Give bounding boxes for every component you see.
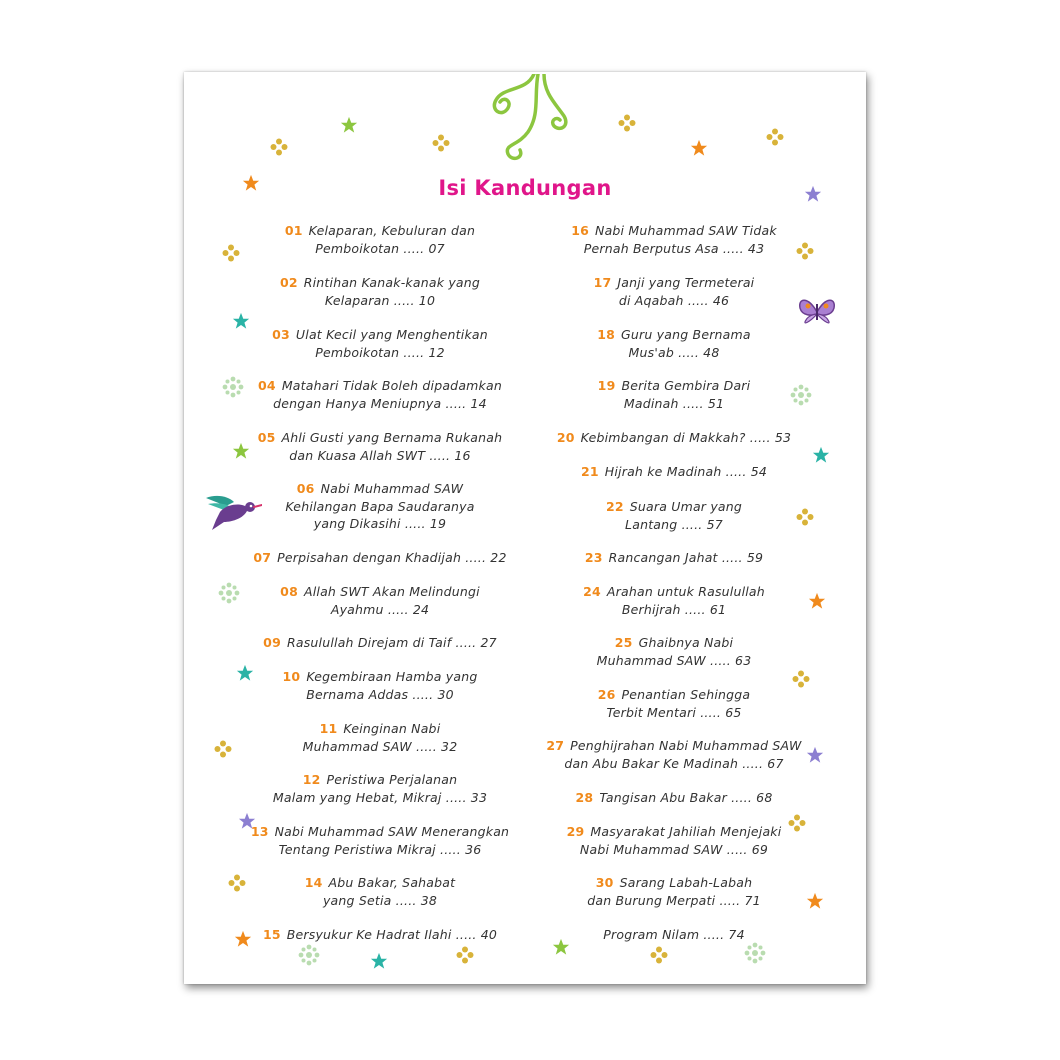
entry-number: 14 [304, 875, 323, 890]
entry-title: Suara Umar yang [629, 499, 743, 514]
entry-number: 27 [546, 738, 565, 753]
entry-number: 16 [571, 223, 590, 238]
entry-title: Rasulullah Direjam di Taif ..... 27 [286, 635, 497, 650]
contents-entry [524, 737, 824, 772]
contents-page [184, 72, 866, 984]
entry-title: Guru yang Bernama [621, 327, 751, 342]
contents-entry [524, 686, 824, 721]
flower-icon [650, 946, 668, 964]
star-icon [804, 185, 822, 203]
entry-title: Nabi Muhammad SAW [320, 481, 464, 496]
star-icon [340, 116, 358, 134]
contents-entry [524, 377, 824, 412]
flower-icon [432, 134, 450, 152]
flower-icon [218, 582, 240, 604]
entry-number: 19 [597, 378, 616, 393]
entry-title-cont: Kelaparan ..... 10 [324, 292, 436, 308]
contents-entry [230, 634, 530, 652]
entry-title-cont: dengan Hanya Meniupnya ..... 14 [273, 395, 487, 411]
star-icon [552, 938, 570, 956]
entry-number: 25 [614, 635, 633, 650]
contents-entry [230, 549, 530, 567]
flower-icon [796, 508, 814, 526]
entry-number: 17 [593, 275, 612, 290]
entry-title-cont: Muhammad SAW ..... 32 [302, 738, 458, 754]
entry-title-cont: Madinah ..... 51 [623, 395, 725, 411]
flower-icon [270, 138, 288, 156]
star-icon [238, 812, 256, 830]
contents-entry [230, 429, 530, 464]
entry-title: Kegembiraan Hamba yang [306, 669, 478, 684]
entry-title: Masyarakat Jahiliah Menjejaki [590, 824, 782, 839]
entry-title-cont: dan Abu Bakar Ke Madinah ..... 67 [564, 755, 784, 771]
entry-title: Peristiwa Perjalanan [326, 772, 458, 787]
entry-title-cont: dan Kuasa Allah SWT ..... 16 [289, 447, 471, 463]
entry-title: Nabi Muhammad SAW Menerangkan [274, 824, 510, 839]
entry-number: 07 [253, 550, 272, 565]
butterfly-icon [796, 294, 838, 332]
contents-entry [230, 874, 530, 909]
entry-number: 28 [575, 790, 594, 805]
entry-title-cont: Kehilangan Bapa Saudaranya [285, 498, 475, 514]
flower-icon [222, 244, 240, 262]
contents-entry [524, 789, 824, 807]
entry-title: Program Nilam ..... 74 [603, 927, 745, 942]
entry-title: Rintihan Kanak-kanak yang [303, 275, 481, 290]
entry-title: Kebimbangan di Makkah? ..... 53 [580, 430, 792, 445]
entry-title: Kelaparan, Kebuluran dan [308, 223, 476, 238]
contents-entry [524, 583, 824, 618]
entry-title: Tangisan Abu Bakar ..... 68 [599, 790, 773, 805]
entry-number: 15 [262, 927, 281, 942]
contents-entry [524, 274, 824, 309]
entry-number: 20 [556, 430, 575, 445]
entry-number: 06 [296, 481, 315, 496]
green-swirl-icon [474, 74, 584, 166]
contents-entry [230, 583, 530, 618]
entry-number: 02 [279, 275, 298, 290]
flower-icon [766, 128, 784, 146]
flower-icon [792, 670, 810, 688]
contents-entry [230, 222, 530, 257]
entry-number: 05 [257, 430, 276, 445]
entry-number: 21 [580, 464, 599, 479]
hummingbird-icon [202, 492, 262, 534]
flower-icon [298, 944, 320, 966]
contents-entry [230, 771, 530, 806]
star-icon [806, 746, 824, 764]
entry-title: Allah SWT Akan Melindungi [303, 584, 480, 599]
entry-title-cont: Nabi Muhammad SAW ..... 69 [579, 841, 769, 857]
entry-number: 29 [566, 824, 585, 839]
entry-title-cont: yang Dikasihi ..... 19 [313, 516, 447, 531]
entry-number: 22 [605, 499, 624, 514]
entry-number: 23 [584, 550, 603, 565]
entry-title: Arahan untuk Rasulullah [606, 584, 765, 599]
entry-number: 01 [284, 223, 303, 238]
entry-title: Penantian Sehingga [621, 687, 751, 702]
entry-title-cont: Mus'ab ..... 48 [628, 344, 720, 360]
entry-title-cont: Muhammad SAW ..... 63 [596, 652, 752, 668]
entry-title: Abu Bakar, Sahabat [328, 875, 456, 890]
flower-icon [744, 942, 766, 964]
entry-title-cont: Tentang Peristiwa Mikraj ..... 36 [278, 841, 482, 857]
entry-title: Perpisahan dengan Khadijah ..... 22 [277, 550, 507, 565]
entry-title-cont: Ayahmu ..... 24 [330, 601, 430, 617]
entry-title-cont: Berhijrah ..... 61 [621, 601, 727, 617]
star-icon [806, 892, 824, 910]
flower-icon [214, 740, 232, 758]
star-icon [232, 442, 250, 460]
entry-number: 04 [258, 378, 276, 393]
contents-entry [524, 222, 824, 257]
contents-entry [524, 634, 824, 669]
contents-entry [230, 480, 530, 533]
page-title: Isi Kandungan [438, 176, 612, 200]
entry-title: Matahari Tidak Boleh dipadamkan [281, 378, 502, 393]
entry-title-cont: Malam yang Hebat, Mikraj ..... 33 [272, 789, 488, 805]
star-icon [370, 952, 388, 970]
flower-icon [618, 114, 636, 132]
entry-title: Ghaibnya Nabi [638, 635, 734, 650]
flower-icon [456, 946, 474, 964]
entry-number: 10 [282, 669, 301, 684]
contents-entry [230, 720, 530, 755]
entry-title-cont: Bernama Addas ..... 30 [306, 686, 454, 702]
entry-number: 30 [595, 875, 614, 890]
contents-entry [524, 429, 824, 447]
flower-icon [796, 242, 814, 260]
entry-title: Hijrah ke Madinah ..... 54 [604, 464, 768, 479]
entry-number: 11 [319, 721, 338, 736]
contents-entry [230, 823, 530, 858]
contents-entry [230, 668, 530, 703]
contents-entry [230, 274, 530, 309]
star-icon [236, 664, 254, 682]
entry-number: 09 [263, 635, 281, 650]
flower-icon [228, 874, 246, 892]
contents-entry [524, 498, 824, 533]
flower-icon [788, 814, 806, 832]
entry-title-cont: Pemboikotan ..... 07 [315, 240, 445, 256]
entry-title: Ahli Gusti yang Bernama Rukanah [281, 430, 503, 445]
entry-title-cont: Pernah Berputus Asa ..... 43 [583, 240, 765, 256]
entry-title-cont: yang Setia ..... 38 [322, 892, 438, 908]
entry-number: 18 [597, 327, 616, 342]
entry-title: Ulat Kecil yang Menghentikan [295, 327, 488, 342]
star-icon [808, 592, 826, 610]
contents-entry [230, 326, 530, 361]
star-icon [234, 930, 252, 948]
star-icon [690, 139, 708, 157]
contents-entry [524, 463, 824, 481]
contents-entry [524, 549, 824, 567]
entry-title: Janji yang Termeterai [617, 275, 755, 290]
entry-title: Penghijrahan Nabi Muhammad SAW [570, 738, 802, 753]
contents-entry [230, 377, 530, 412]
entry-number: 26 [597, 687, 616, 702]
contents-entry [524, 874, 824, 909]
entry-title: Keinginan Nabi [343, 721, 441, 736]
entry-title-cont: Lantang ..... 57 [625, 516, 723, 532]
flower-icon [222, 376, 244, 398]
contents-entry [524, 326, 824, 361]
entry-title-cont: Terbit Mentari ..... 65 [606, 704, 742, 720]
star-icon [242, 174, 260, 192]
star-icon [232, 312, 250, 330]
entry-number: 03 [272, 327, 290, 342]
entry-title-cont: Pemboikotan ..... 12 [315, 344, 445, 360]
entry-number: 13 [250, 824, 269, 839]
entry-title-cont: dan Burung Merpati ..... 71 [587, 892, 761, 908]
flower-icon [790, 384, 812, 406]
entry-number: 12 [302, 772, 321, 787]
entry-title: Sarang Labah-Labah [619, 875, 753, 890]
contents-entry [524, 823, 824, 858]
entry-title: Nabi Muhammad SAW Tidak [595, 223, 777, 238]
entry-number: 24 [583, 584, 601, 599]
entry-title-cont: di Aqabah ..... 46 [618, 292, 730, 308]
entry-number: 08 [280, 584, 298, 599]
contents-entry [230, 926, 530, 944]
entry-title: Berita Gembira Dari [621, 378, 751, 393]
star-icon [812, 446, 830, 464]
entry-title: Bersyukur Ke Hadrat Ilahi ..... 40 [286, 927, 498, 942]
entry-title: Rancangan Jahat ..... 59 [608, 550, 764, 565]
